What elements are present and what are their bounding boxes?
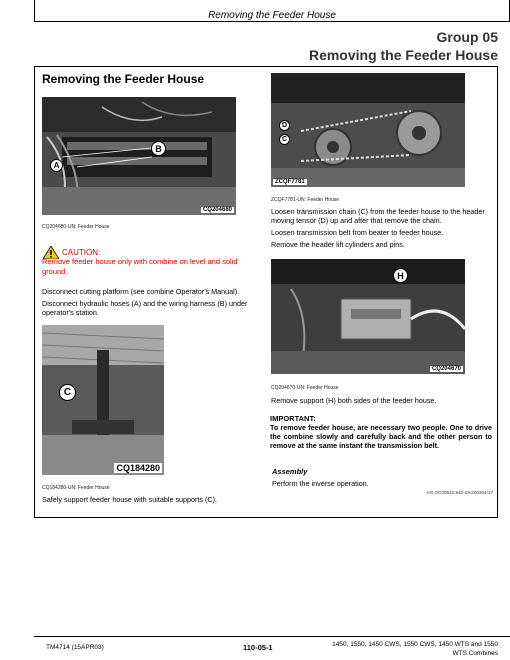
callout-d: D [279,120,290,131]
photo-id-label: ZCQF7781 [275,179,305,185]
step-loosen-chain: Loosen transmission chain (C) from the feeder house to the header moving tensor (D) up and after that remove the chain. [271,207,485,225]
photo-id-label: CQ204670 [431,366,461,372]
footer-model-line-2: WTS Combines [452,650,498,657]
important-text: To remove feeder house, are necessary two people. One to drive the combine slowly and carefully back and the other person to remove at the same instant the transmission belt. [270,423,492,450]
photo-caption: CQ184280-UN: Feeder House [42,485,110,491]
caution-label: CAUTION: [62,248,101,257]
photo-support-h [271,259,465,374]
box-title: Removing the Feeder House [42,72,205,86]
footer-manual-id: TM4714 (15APR03) [46,644,104,651]
callout-c: C [59,384,76,401]
important-heading: IMPORTANT: [270,414,316,423]
photo-id-label: CQ204680 [202,207,232,213]
group-heading: Group 05 [436,29,498,45]
photo-feeder-house-support [42,325,164,475]
photo-feeder-house-wiring [42,97,236,215]
step-disconnect-platform: Disconnect cutting platform (see combine Operator's Manual). [42,287,240,296]
section-title: Removing the Feeder House [308,47,498,63]
caution-text: Remove feeder house only with combine on level and solid ground. [42,257,238,276]
footer-model-line-1: 1450, 1550, 1450 CWS, 1550 CWS, 1450 WTS and 1550 [332,641,498,648]
photo-caption: CQ204670-UN: Feeder House [271,385,339,391]
reference-code: AG,OC00522,842-19-200204/17 [426,490,493,495]
header-bar [34,0,510,22]
content-box [34,66,498,518]
photo-caption: ZCQF7781-UN: Feeder House [271,197,340,203]
assembly-heading: Assembly [272,467,308,476]
callout-a: A [50,159,63,172]
assembly-text: Perform the inverse operation. [272,479,369,488]
callout-c: C [279,134,290,145]
footer-divider [34,636,510,637]
step-loosen-belt: Loosen transmission belt from beater to feeder house. [271,228,444,237]
photo-caption: CQ204680-UN: Feeder House [42,224,110,230]
photo-id-label: CQ184280 [116,463,160,473]
footer-model-list [332,640,498,658]
step-disconnect-hoses: Disconnect hydraulic hoses (A) and the wiring harness (B) under operator's station. [42,299,248,317]
step-remove-cylinders: Remove the header lift cylinders and pins. [271,240,405,249]
running-title: Removing the Feeder House [208,10,336,21]
callout-h: H [393,268,408,283]
step-support-feeder-house: Safely support feeder house with suitable supports (C). [42,495,217,504]
photo-transmission-chain [271,73,465,187]
step-remove-support: Remove support (H) both sides of the feeder house. [271,396,437,405]
footer-page-number: 110-05-1 [243,643,273,652]
callout-b: B [151,141,166,156]
